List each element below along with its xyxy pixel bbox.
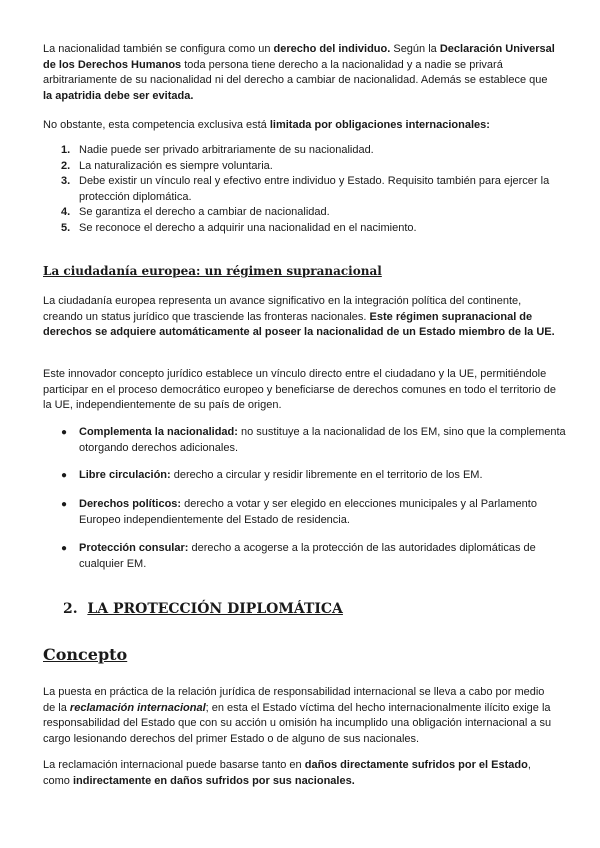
bullet-icon: ● xyxy=(61,543,68,554)
bullet-text: derecho a acogerse a la protección de las autoridades diplomáticas de cualquier EM. xyxy=(79,542,536,570)
bullet-label: Libre circulación: xyxy=(79,469,171,481)
bullet-icon: ● xyxy=(61,470,68,481)
list-item-text: Debe existir un vínculo real y efectivo entre individuo y Estado. Requisito también para ejercer la protección diplomática. xyxy=(79,175,550,203)
bold-text: Declaración Universal de los Derechos Humanos xyxy=(43,43,555,71)
text: La nacionalidad también se configura como un xyxy=(43,43,274,55)
paragraph-concepto-ue: Este innovador concepto jurídico establece un vínculo directo entre el ciudadano y la UE, permitiéndole participar en el proceso democrático europeo y beneficiarse de derechos comunes en todo el territorio de la UE, independientemente de su país de origen. xyxy=(43,368,557,411)
bullet-label: Protección consular: xyxy=(79,542,189,554)
paragraph-nacionalidad xyxy=(43,42,559,104)
text: ; en esta el Estado víctima del hecho internacionalmente ilícito exige la responsabilidad del Estado que con su acción u omisión ha incumplido una obligación internacional a su cargo lesionando derechos del primer Estado o de alguno de sus nacionales. xyxy=(43,701,552,745)
bullet-item xyxy=(61,497,569,528)
bullet-label: Derechos políticos: xyxy=(79,498,182,510)
list-item-text: La naturalización es siempre voluntaria. xyxy=(79,159,273,172)
text: No obstante, esta competencia exclusiva está xyxy=(43,119,270,131)
bullet-text: derecho a circular y residir libremente en el territorio de los EM. xyxy=(170,469,483,481)
bullet-item xyxy=(61,425,569,456)
list-item-text: Nadie puede ser privado arbitrariamente de su nacionalidad. xyxy=(79,144,374,156)
bullet-item xyxy=(61,541,569,572)
list-item xyxy=(43,221,561,237)
bold-text: derecho del individuo. xyxy=(273,43,391,55)
bullet-text: no sustituye a la nacionalidad de los EM, sino que la complementa otorgando derechos adicionales. xyxy=(79,426,566,454)
bold-text: la apatridia debe ser evitada. xyxy=(43,89,194,102)
list-number: 3. xyxy=(61,175,71,187)
paragraph-danos xyxy=(43,758,559,789)
bold-italic-text: reclamación internacional xyxy=(69,701,206,714)
bullet-text: derecho a votar y ser elegido en elecciones municipales y al Parlamento Europeo independientemente del Estado de residencia. xyxy=(79,498,537,526)
obligaciones-list xyxy=(43,143,561,236)
list-item-text: Se garantiza el derecho a cambiar de nacionalidad. xyxy=(79,206,330,218)
section-heading-proteccion-diplomatica xyxy=(63,601,343,617)
text: , como xyxy=(43,759,531,787)
heading-concepto: Concepto xyxy=(43,645,128,664)
text: La puesta en práctica de la relación jurídica de responsabilidad internacional se lleva a cabo por medio de la xyxy=(43,686,545,714)
list-item xyxy=(43,174,561,205)
bold-text: limitada por obligaciones internacionales: xyxy=(269,119,490,131)
bullet-icon: ● xyxy=(61,499,68,510)
bullet-item xyxy=(61,468,569,484)
list-item xyxy=(43,159,561,175)
bold-text: Este régimen supranacional de derechos se adquiere automáticamente al poseer la nacionalidad de un Estado miembro de la UE. xyxy=(43,310,555,338)
paragraph-reclamacion xyxy=(43,685,559,747)
paragraph-ciudadania xyxy=(43,294,559,341)
section-title: LA PROTECCIÓN DIPLOMÁTICA xyxy=(87,601,343,617)
text: La ciudadanía europea representa un avance significativo en la integración política del continente, creando un status jurídico que trasciende las fronteras nacionales. xyxy=(43,295,522,323)
heading-ciudadania-europea: La ciudadanía europea: un régimen supranacional xyxy=(43,264,382,278)
list-number: 2. xyxy=(61,159,71,172)
bullet-icon: ● xyxy=(61,427,68,438)
text: La reclamación internacional puede basarse tanto en xyxy=(43,759,305,771)
list-number: 5. xyxy=(61,221,71,234)
list-item-text: Se reconoce el derecho a adquirir una nacionalidad en el nacimiento. xyxy=(79,221,417,234)
bold-text: daños directamente sufridos por el Estado xyxy=(304,759,528,771)
list-number: 1. xyxy=(61,144,71,156)
list-number: 4. xyxy=(61,206,71,218)
bold-text: indirectamente en daños sufridos por sus nacionales. xyxy=(72,774,355,787)
list-item xyxy=(43,205,561,221)
text: Según la xyxy=(390,43,440,55)
paragraph-competencia xyxy=(43,118,559,134)
bullet-label: Complementa la nacionalidad: xyxy=(79,426,238,438)
text: toda persona tiene derecho a la nacionalidad y a nadie se privará arbitrariamente de su nacionalidad ni del derecho a cambiar de nacionalidad. Además se establece que xyxy=(43,58,548,86)
list-item xyxy=(43,143,561,159)
section-number: 2. xyxy=(63,601,78,617)
